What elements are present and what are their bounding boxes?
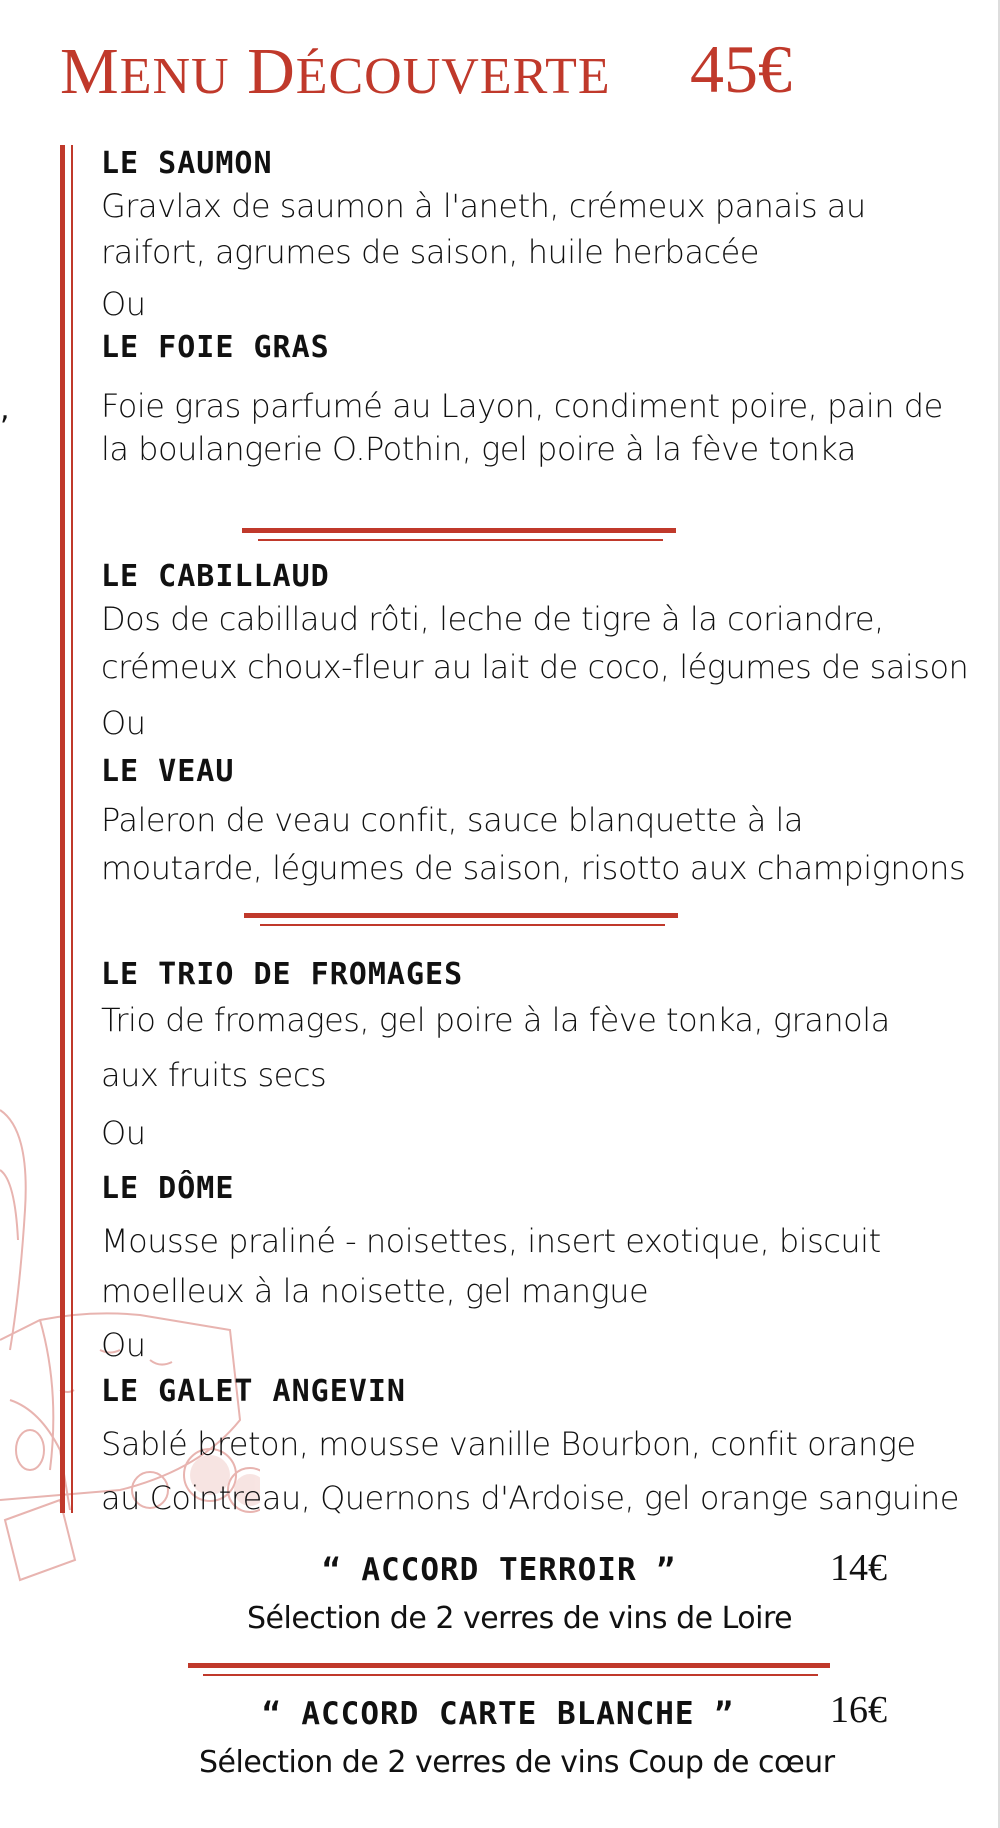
- dish-name-cabillaud: LE CABILLAUD: [101, 559, 330, 594]
- edge-text-fragment: ,: [0, 392, 10, 427]
- dish-desc-galet-line2: au Cointreau, Quernons d'Ardoise, gel orange sanguine: [101, 1479, 959, 1517]
- dish-desc-cabillaud-line2: crémeux choux-fleur au lait de coco, légumes de saison: [101, 648, 969, 686]
- or-separator: Ou: [101, 1114, 146, 1152]
- dish-desc-veau-line1: Paleron de veau confit, sauce blanquette à la: [101, 801, 804, 839]
- accord-terroir-name: “ ACCORD TERROIR ”: [322, 1552, 676, 1588]
- accord-carte-blanche-price: 16€: [830, 1689, 887, 1731]
- dish-name-trio-fromages: LE TRIO DE FROMAGES: [101, 957, 464, 992]
- dish-name-dome: LE DÔME: [101, 1171, 235, 1206]
- dish-desc-dome-line1: Mousse praliné - noisettes, insert exotique, biscuit: [101, 1222, 881, 1260]
- or-separator: Ou: [101, 285, 146, 323]
- dish-desc-trio-line1: Trio de fromages, gel poire à la fève tonka, granola: [101, 1001, 890, 1039]
- menu-price: 45€: [690, 31, 792, 107]
- dish-desc-trio-line2: aux fruits secs: [101, 1056, 327, 1094]
- accord-separator: [188, 1663, 830, 1668]
- accord-carte-blanche-name: “ ACCORD CARTE BLANCHE ”: [262, 1696, 734, 1732]
- dish-desc-veau-line2: moutarde, légumes de saison, risotto aux champignons: [101, 849, 966, 887]
- or-separator: Ou: [101, 1326, 146, 1364]
- dish-desc-saumon-line2: raifort, agrumes de saison, huile herbacée: [101, 233, 759, 271]
- dish-name-foie-gras: LE FOIE GRAS: [101, 330, 330, 365]
- accord-terroir-price: 14€: [830, 1547, 887, 1589]
- dish-desc-saumon-line1: Gravlax de saumon à l'aneth, crémeux panais au: [101, 187, 866, 225]
- menu-title: [60, 34, 611, 110]
- title-initial-1: M: [60, 35, 120, 108]
- course-separator-thin: [258, 539, 663, 541]
- dish-name-saumon: LE SAUMON: [101, 146, 273, 181]
- dish-name-veau: LE VEAU: [101, 754, 235, 789]
- title-rest-2: ÉCOUVERTE: [295, 48, 611, 105]
- course-separator: [242, 528, 676, 533]
- accord-terroir-desc: Sélection de 2 verres de vins de Loire: [247, 1601, 793, 1636]
- dish-name-galet-angevin: LE GALET ANGEVIN: [101, 1374, 406, 1409]
- or-separator: Ou: [101, 704, 146, 742]
- title-rest-1: ENU: [119, 48, 230, 105]
- dish-desc-foie-gras-line2: la boulangerie O.Pothin, gel poire à la fève tonka: [101, 430, 856, 468]
- course-separator-thin: [260, 924, 665, 926]
- dish-desc-cabillaud-line1: Dos de cabillaud rôti, leche de tigre à la coriandre,: [101, 600, 884, 638]
- accent-bar: [60, 145, 65, 1513]
- dish-desc-foie-gras-line1: Foie gras parfumé au Layon, condiment poire, pain de: [101, 387, 943, 425]
- accord-carte-blanche-desc: Sélection de 2 verres de vins Coup de cœur: [199, 1745, 835, 1780]
- course-separator: [244, 913, 678, 918]
- title-initial-2: D: [247, 35, 296, 108]
- dish-desc-galet-line1: Sablé breton, mousse vanille Bourbon, confit orange: [101, 1425, 916, 1463]
- accord-separator-thin: [203, 1674, 818, 1676]
- dish-desc-dome-line2: moelleux à la noisette, gel mangue: [101, 1272, 649, 1310]
- accent-bar-thin: [71, 145, 73, 1513]
